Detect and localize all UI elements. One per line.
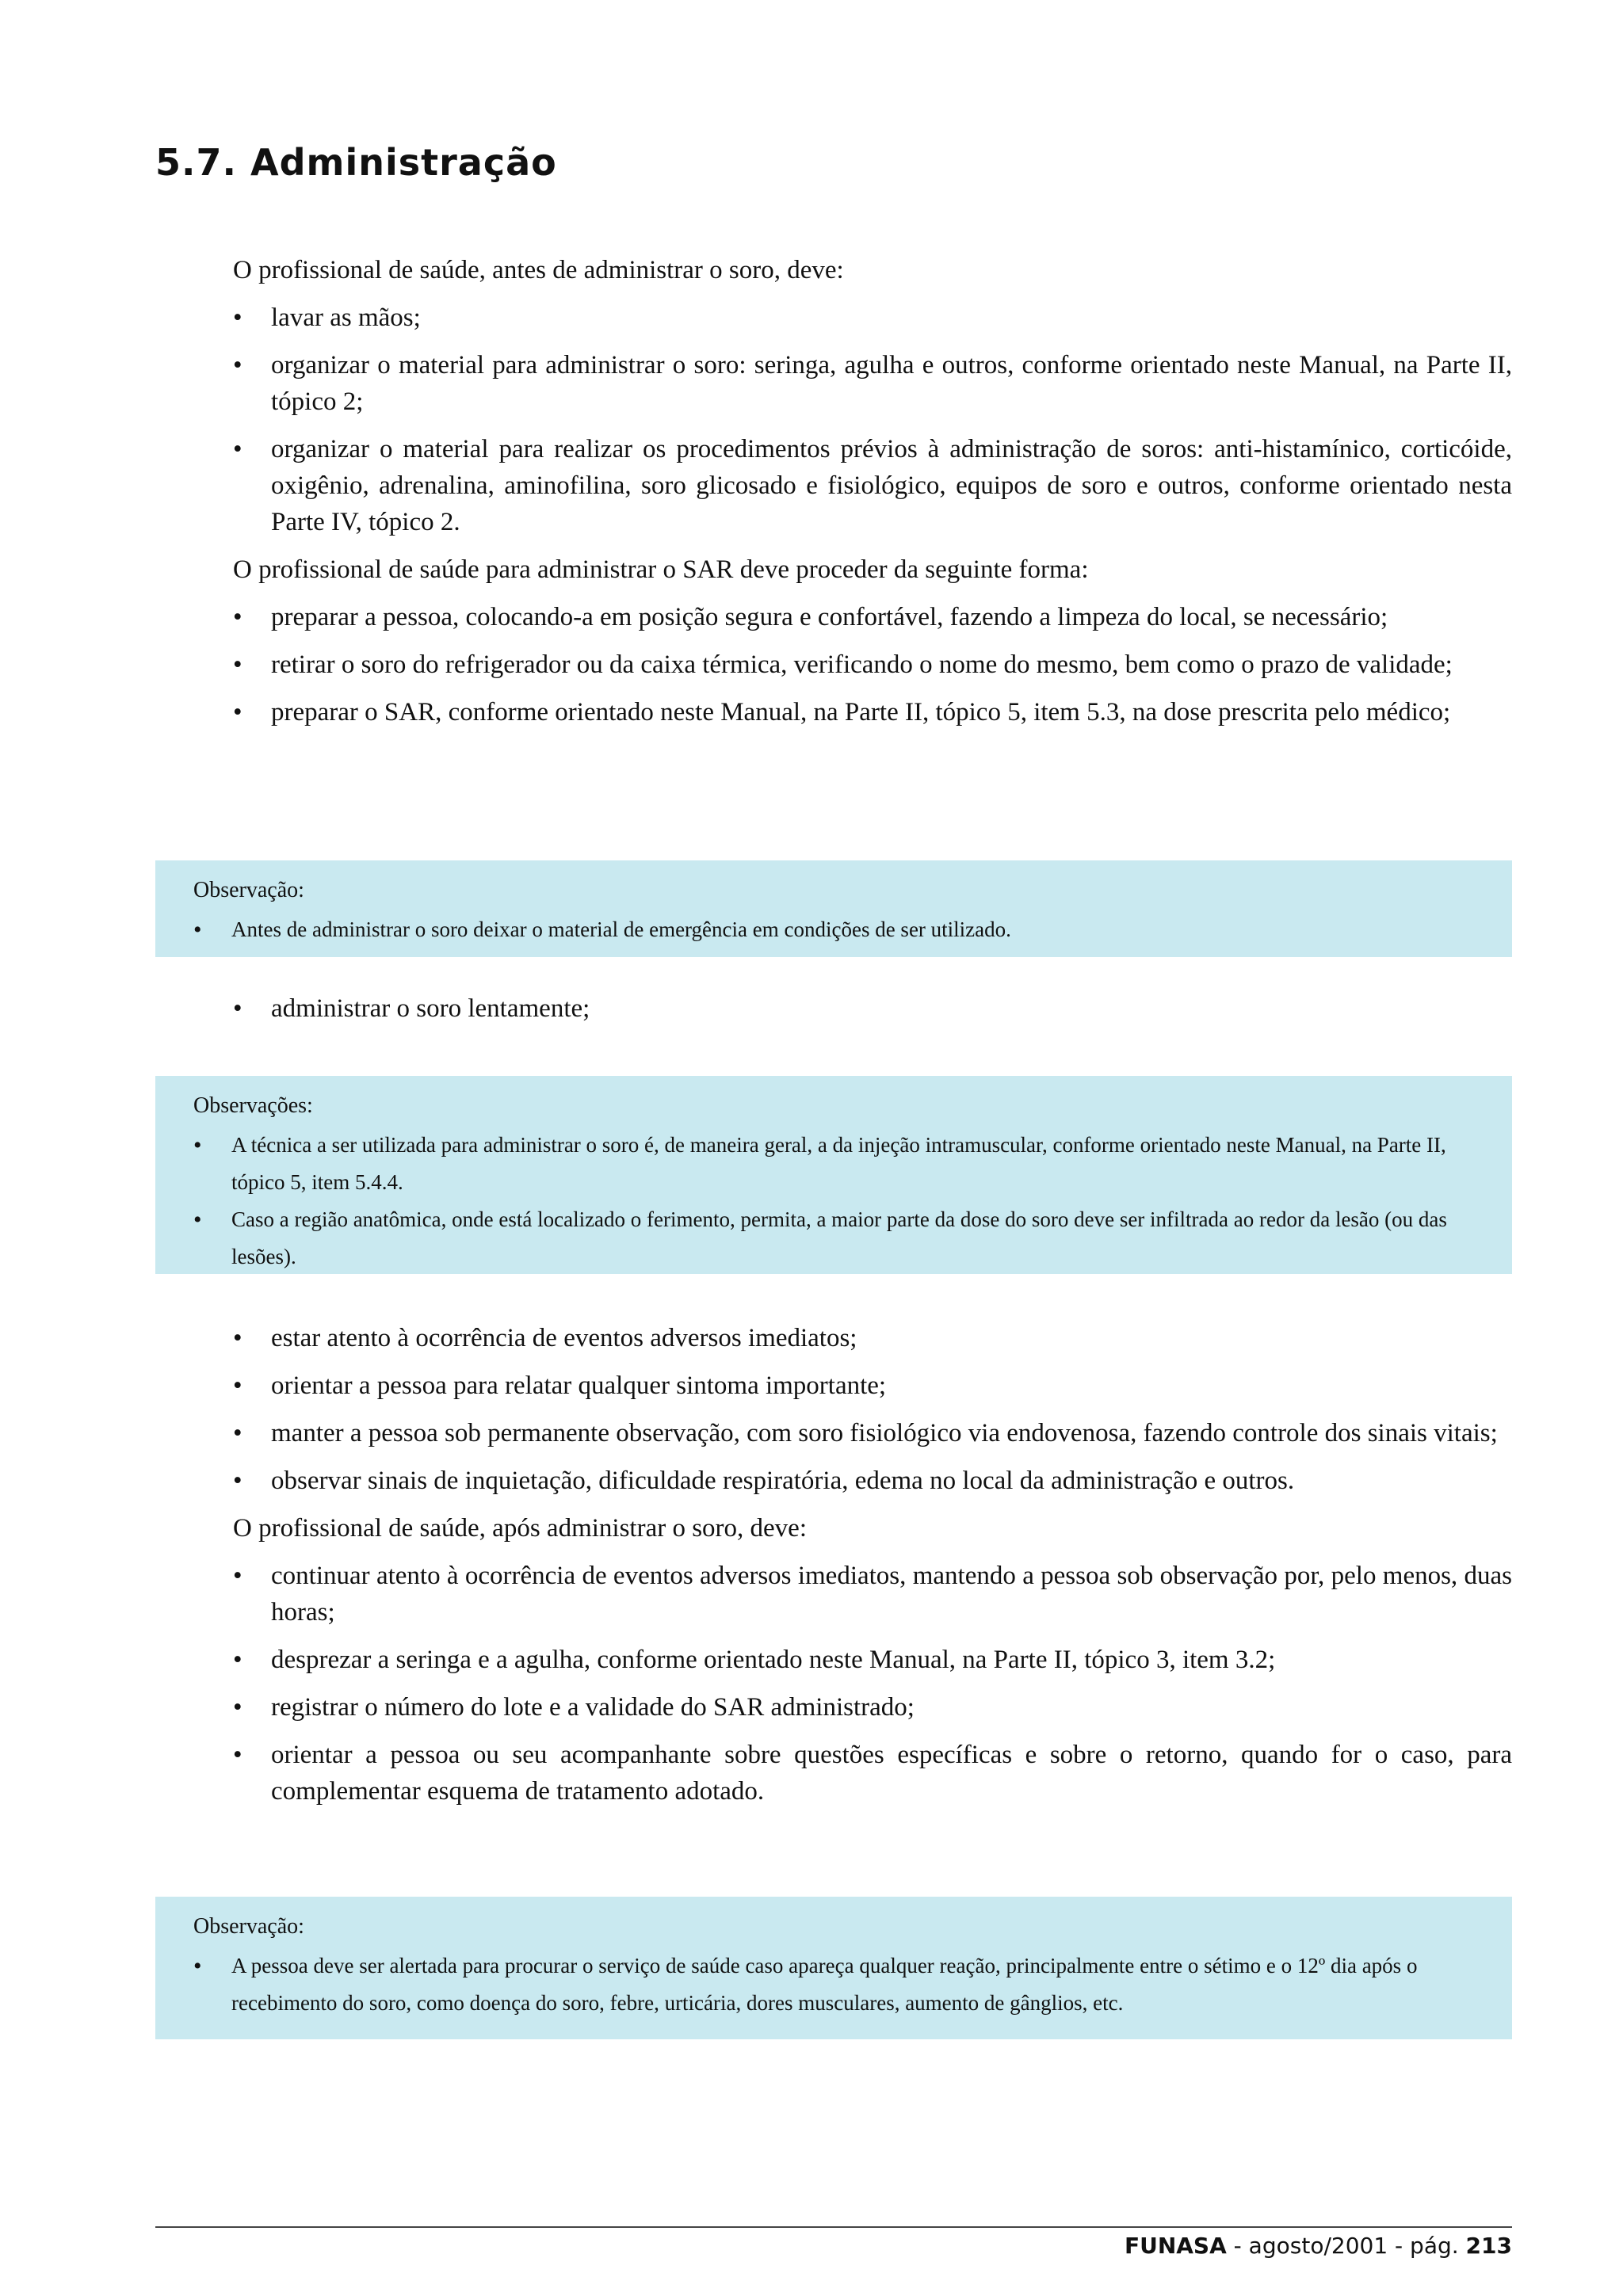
list-item-text: manter a pessoa sob permanente observação, com soro fisiológico via endovenosa, fazendo controle dos sinais vitais; [271, 1419, 1498, 1447]
list-item-text: administrar o soro lentamente; [271, 994, 590, 1023]
list-item [233, 599, 1512, 635]
intro-paragraph: O profissional de saúde, após administrar o soro, deve: [233, 1514, 808, 1543]
bullet-icon: • [233, 1562, 242, 1590]
bullet-icon: • [233, 1693, 242, 1722]
observation-item [193, 1947, 1474, 2022]
list-item [233, 694, 1512, 730]
list-item [233, 1463, 1512, 1499]
list-item-text: preparar o SAR, conforme orientado neste Manual, na Parte II, tópico 5, item 5.3, na dose prescrita pelo médico; [271, 698, 1451, 727]
list-item [233, 1642, 1512, 1678]
list-item [233, 1689, 1512, 1726]
intro-paragraph: O profissional de saúde para administrar o SAR deve proceder da seguinte forma: [233, 555, 1089, 584]
bullet-icon: • [233, 1324, 242, 1352]
section-heading: 5.7. Administração [155, 141, 557, 184]
observation-title: Observação: [193, 1914, 304, 1939]
footer-date: - agosto/2001 - pág. [1226, 2233, 1466, 2259]
observation-title: Observação: [193, 878, 304, 902]
bullet-icon: • [233, 435, 242, 463]
list-item-text: organizar o material para realizar os procedimentos prévios à administração de soros: anti-histamínico, corticóide, oxigênio, adrenalina, aminofilina, soro glicosado e fisiológico, equipos de soro e outros, conforme orientado nesta Parte IV, tópico 2. [271, 435, 1512, 536]
observation-item-text: A pessoa deve ser alertada para procurar o serviço de saúde caso apareça qualquer reação, principalmente entre o sétimo e o 12º dia após o recebimento do soro, como doença do soro, febre, urticária, dores musculares, aumento de gânglios, etc. [231, 1954, 1418, 2015]
list-item [233, 646, 1512, 683]
list-item-text: orientar a pessoa para relatar qualquer sintoma importante; [271, 1371, 887, 1400]
list-item-text: registrar o número do lote e a validade do SAR administrado; [271, 1693, 915, 1722]
bullet-icon: • [233, 1646, 242, 1674]
block-after-administration [233, 1320, 1512, 1821]
footer-brand: FUNASA [1124, 2233, 1227, 2259]
observation-item-text: Caso a região anatômica, onde está localizado o ferimento, permita, a maior parte da dose do soro deve ser infiltrada ao redor da lesão (ou das lesões). [231, 1207, 1447, 1268]
bullet-icon: • [233, 1466, 242, 1495]
list-item [233, 990, 1512, 1027]
list-item-text: retirar o soro do refrigerador ou da caixa térmica, verificando o nome do mesmo, bem como o prazo de validade; [271, 650, 1453, 679]
observation-box [155, 860, 1512, 957]
footer-divider [155, 2226, 1512, 2228]
page-footer [1125, 2233, 1512, 2259]
list-item-text: desprezar a seringa e a agulha, conforme orientado neste Manual, na Parte II, tópico 3, item 3.2; [271, 1646, 1276, 1674]
list-item [233, 299, 1512, 336]
bullet-icon: • [233, 603, 242, 631]
block-administer [233, 990, 1512, 1038]
observation-title: Observações: [193, 1093, 313, 1118]
list-item [233, 431, 1512, 540]
bullet-icon: • [193, 1207, 202, 1233]
observations-box [155, 1076, 1512, 1274]
block-before-administration [233, 252, 1512, 742]
bullet-icon: • [233, 351, 242, 379]
list-item [233, 1320, 1512, 1356]
list-item-text: preparar a pessoa, colocando-a em posição segura e confortável, fazendo a limpeza do local, se necessário; [271, 603, 1388, 631]
bullet-icon: • [233, 1419, 242, 1447]
list-item-text: estar atento à ocorrência de eventos adversos imediatos; [271, 1324, 857, 1352]
bullet-icon: • [233, 650, 242, 679]
bullet-icon: • [233, 1371, 242, 1400]
list-item-text: continuar atento à ocorrência de eventos adversos imediatos, mantendo a pessoa sob observação por, pelo menos, duas horas; [271, 1562, 1512, 1627]
list-item [233, 1737, 1512, 1810]
observation-item [193, 1127, 1474, 1201]
list-item [233, 347, 1512, 420]
bullet-icon: • [233, 698, 242, 727]
list-item [233, 1558, 1512, 1630]
observation-item-text: A técnica a ser utilizada para administrar o soro é, de maneira geral, a da injeção intramuscular, conforme orientado neste Manual, na Parte II, tópico 5, item 5.4.4. [231, 1133, 1446, 1194]
bullet-icon: • [233, 994, 242, 1023]
observation-item [193, 1201, 1474, 1276]
bullet-icon: • [193, 1132, 202, 1158]
list-item [233, 1367, 1512, 1404]
list-item-text: orientar a pessoa ou seu acompanhante sobre questões específicas e sobre o retorno, quando for o caso, para complementar esquema de tratamento adotado. [271, 1741, 1512, 1806]
observation-item [193, 911, 1474, 948]
bullet-icon: • [193, 917, 202, 943]
bullet-icon: • [233, 1741, 242, 1769]
list-item-text: lavar as mãos; [271, 303, 421, 332]
observation-item-text: Antes de administrar o soro deixar o material de emergência em condições de ser utilizado. [231, 917, 1011, 941]
list-item [233, 1415, 1512, 1451]
bullet-icon: • [233, 303, 242, 332]
list-item-text: observar sinais de inquietação, dificuldade respiratória, edema no local da administração e outros. [271, 1466, 1295, 1495]
observation-box [155, 1897, 1512, 2039]
intro-paragraph: O profissional de saúde, antes de administrar o soro, deve: [233, 256, 844, 284]
list-item-text: organizar o material para administrar o soro: seringa, agulha e outros, conforme orientado neste Manual, na Parte II, tópico 2; [271, 351, 1512, 416]
bullet-icon: • [193, 1953, 202, 1979]
page-number: 213 [1465, 2233, 1512, 2259]
